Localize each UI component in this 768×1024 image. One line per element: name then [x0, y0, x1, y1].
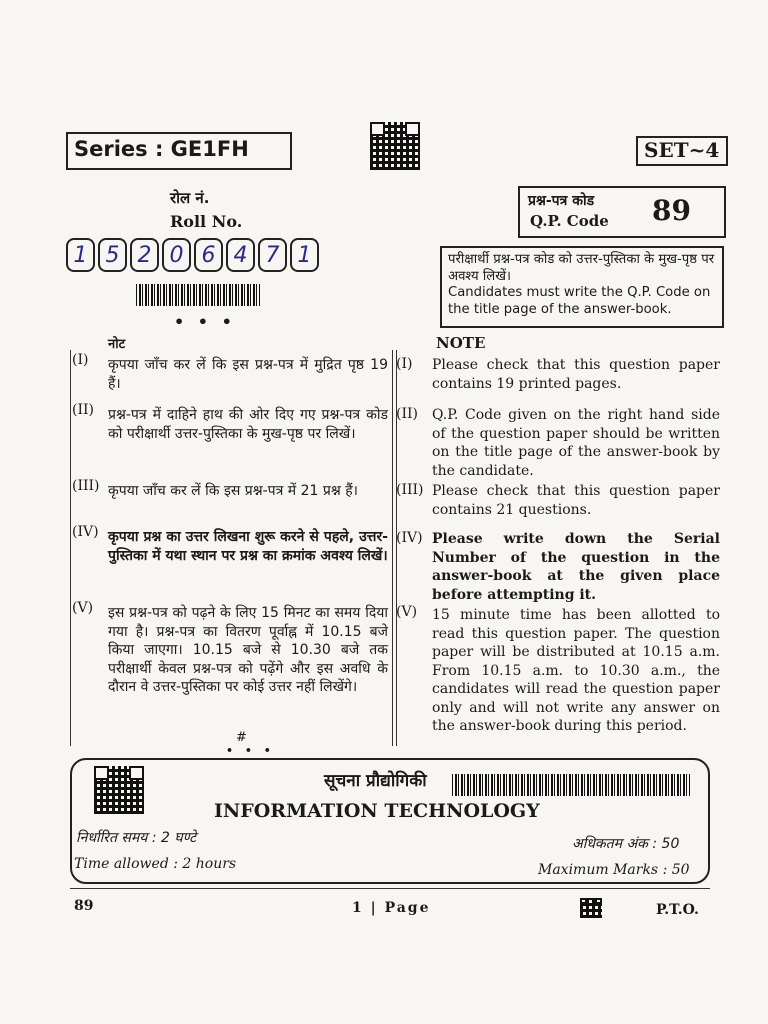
roll-digit: 4 [226, 238, 255, 272]
marks-english: Maximum Marks : 50 [538, 862, 690, 878]
roll-digit: 2 [130, 238, 159, 272]
note-title-hindi: नोट [108, 337, 126, 352]
note-num-4-right: (IV) [396, 530, 423, 546]
subject-barcode-icon [452, 774, 690, 796]
footer-rule [70, 888, 710, 889]
qp-code-value: 89 [652, 194, 691, 227]
center-rule [392, 350, 393, 746]
qr-code-icon [370, 122, 420, 170]
note-hindi-3: कृपया जाँच कर लें कि इस प्रश्न-पत्र में 21 प्रश्न हैं। [108, 483, 358, 499]
roll-digit: 0 [162, 238, 191, 272]
note-num-3-right: (III) [396, 482, 424, 498]
instruction-english: Candidates must write the Q.P. Code on the title page of the answer-book. [448, 285, 711, 317]
note-num-1-right: (I) [396, 356, 413, 372]
footer-pto: P.T.O. [656, 902, 699, 918]
qp-code-box [518, 186, 726, 238]
note-num-5-right: (V) [396, 604, 418, 620]
footer-code: 89 [74, 898, 94, 914]
instruction-hindi: परीक्षार्थी प्रश्न-पत्र कोड को उत्तर-पुस्तिका के मुख-पृष्ठ पर अवश्य लिखें। [448, 252, 715, 284]
note-english-5: 15 minute time has been allotted to read this question paper. The question paper will be distributed at 10.15 a.m. From 10.15 a.m. to 10.30 a.m., the candidates will read the question paper only and will not write any answer on the answer-book during this period. [432, 607, 720, 734]
subject-hindi: सूचना प्रौद्योगिकी [324, 771, 427, 791]
note-hindi-4: कृपया प्रश्न का उत्तर लिखना शुरू करने से पहले, उत्तर-पुस्तिका में यथा स्थान पर प्रश्न का क्रमांक अवश्य लिखें। [108, 529, 388, 564]
note-title-english: NOTE [436, 334, 486, 352]
hash-mark: # [236, 730, 247, 745]
note-english-3: Please check that this question paper contains 21 questions. [432, 483, 720, 518]
set-box [636, 136, 728, 166]
roll-digit: 1 [290, 238, 319, 272]
time-hindi: निर्धारित समय : 2 घण्टे [76, 830, 197, 846]
note-num-1-left: (I) [72, 352, 89, 368]
qp-instruction-box [440, 246, 724, 328]
footer-qr-icon [580, 898, 602, 918]
note-hindi-2: प्रश्न-पत्र में दाहिने हाथ की ओर दिए गए प्रश्न-पत्र कोड को परीक्षार्थी उत्तर-पुस्तिका के मुख-पृष्ठ पर लिखें। [108, 407, 388, 442]
note-hindi-5: इस प्रश्न-पत्र को पढ़ने के लिए 15 मिनट का समय दिया गया है। प्रश्न-पत्र का वितरण पूर्वाह्न में 10.15 बजे किया जाएगा। 10.15 बजे से 10.30 बजे तक परीक्षार्थी केवल प्रश्न-पत्र को पढ़ेंगे और इस अवधि के दौरान वे उत्तर-पुस्तिका पर कोई उत्तर नहीं लिखेंगे। [108, 605, 388, 695]
note-hindi-1: कृपया जाँच कर लें कि इस प्रश्न-पत्र में मुद्रित पृष्ठ 19 हैं। [108, 357, 388, 392]
subject-english: INFORMATION TECHNOLOGY [214, 800, 540, 822]
qp-code-english: Q.P. Code [530, 212, 609, 230]
note-num-2-left: (II) [72, 402, 94, 418]
barcode-icon [136, 284, 260, 306]
subject-qr-icon [94, 766, 144, 814]
note-english-4: Please write down the Serial Number of the question in the answer-book at the given place before attempting it. [432, 531, 720, 603]
series-label: Series : GE1FH [74, 137, 249, 161]
roll-hindi: रोल नं. [170, 189, 210, 207]
time-english: Time allowed : 2 hours [74, 856, 237, 872]
note-num-5-left: (V) [72, 600, 94, 616]
note-english-2: Q.P. Code given on the right hand side of the question paper should be written on the title page of the answer-book by the candidate. [432, 407, 720, 479]
marks-hindi: अधिकतम अंक : 50 [572, 836, 680, 852]
note-num-3-left: (III) [72, 478, 100, 494]
roll-number-boxes [66, 238, 322, 272]
qp-code-hindi: प्रश्न-पत्र कोड [528, 193, 595, 209]
dots-separator: • • • [174, 312, 236, 331]
roll-digit: 1 [66, 238, 95, 272]
footer-page: 1 | Page [352, 900, 431, 916]
roll-digit: 5 [98, 238, 127, 272]
series-box [66, 132, 292, 170]
roll-digit: 7 [258, 238, 287, 272]
left-rule [70, 350, 71, 746]
note-english-1: Please check that this question paper contains 19 printed pages. [432, 357, 720, 392]
note-num-2-right: (II) [396, 406, 418, 422]
set-label: SET~4 [644, 138, 720, 162]
note-num-4-left: (IV) [72, 524, 99, 540]
roll-digit: 6 [194, 238, 223, 272]
bottom-dots: • • • [226, 744, 275, 757]
roll-english: Roll No. [170, 212, 243, 231]
